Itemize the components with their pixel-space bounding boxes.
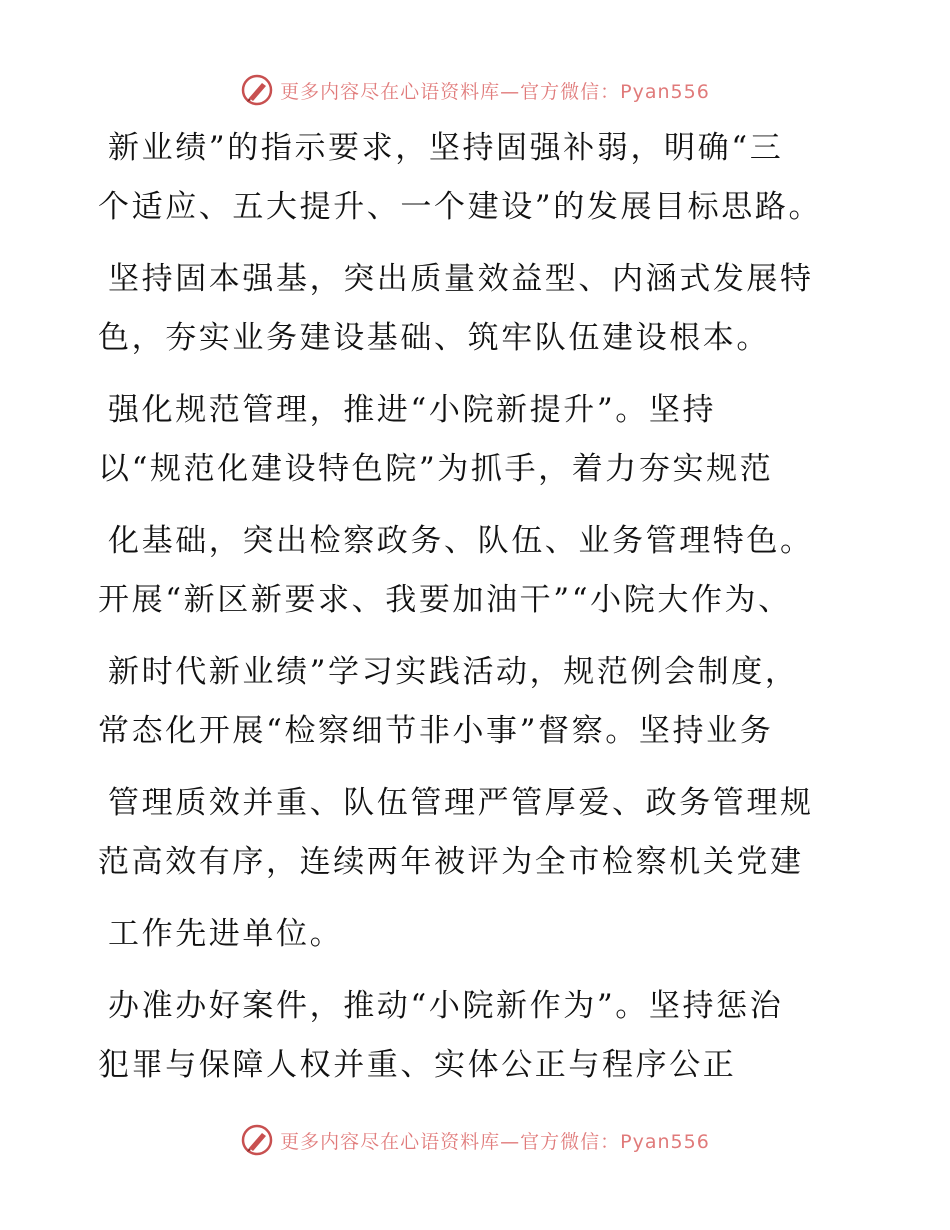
pen-logo-icon [240, 73, 274, 107]
body-line: 坚持固本强基，突出质量效益型、内涵式发展特 [108, 261, 814, 297]
body-line: 管理质效并重、队伍管理严管厚爱、政务管理规 [108, 785, 814, 821]
body-line: 化基础，突出检察政务、队伍、业务管理特色。 [108, 523, 814, 559]
body-line: 范高效有序，连续两年被评为全市检察机关党建 [98, 844, 804, 880]
watermark-text: 更多内容尽在心语资料库—官方微信：Pyan556 [280, 1130, 710, 1153]
body-line: 新时代新业绩”学习实践活动，规范例会制度， [108, 654, 799, 690]
body-line: 常态化开展“检察细节非小事”督察。坚持业务 [98, 713, 774, 749]
watermark-header [0, 72, 950, 108]
body-line: 开展“新区新要求、我要加油干”“小院大作为、 [98, 582, 792, 618]
body-line: 以“规范化建设特色院”为抓手，着力夯实规范 [98, 451, 774, 487]
body-line: 工作先进单位。 [108, 916, 344, 952]
body-line: 犯罪与保障人权并重、实体公正与程序公正 [98, 1047, 737, 1083]
body-line: 色，夯实业务建设基础、筑牢队伍建设根本。 [98, 320, 770, 356]
watermark-text: 更多内容尽在心语资料库—官方微信：Pyan556 [280, 80, 710, 103]
body-line: 个适应、五大提升、一个建设”的发展目标思路。 [98, 189, 823, 225]
body-line: 强化规范管理，推进“小院新提升”。坚持 [108, 392, 717, 428]
body-line: 办准办好案件，推动“小院新作为”。坚持惩治 [108, 988, 784, 1024]
watermark-footer [0, 1122, 950, 1158]
pen-logo-icon [240, 1123, 274, 1157]
body-line: 新业绩”的指示要求，坚持固强补弱，明确“三 [108, 130, 784, 166]
